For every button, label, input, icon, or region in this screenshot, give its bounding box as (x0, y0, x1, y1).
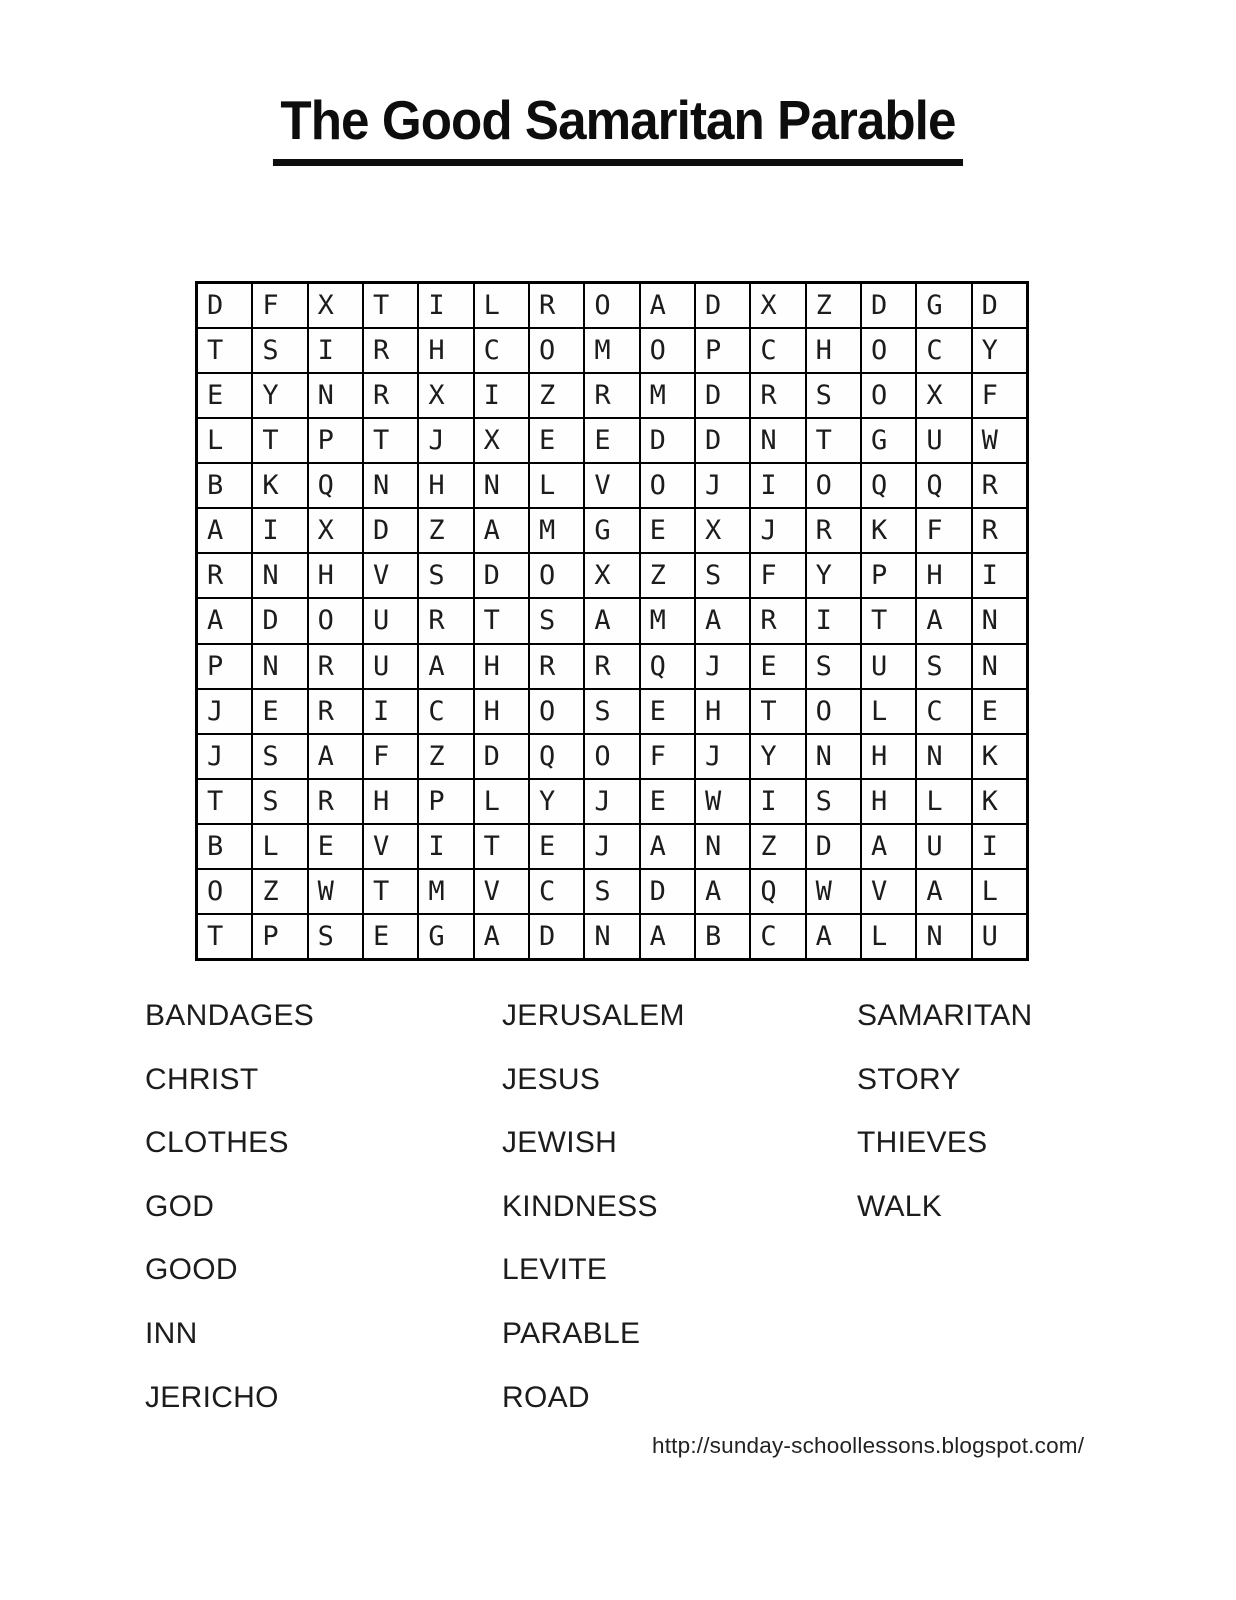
grid-cell: S (695, 553, 750, 598)
grid-cell: X (584, 553, 639, 598)
grid-cell: T (197, 914, 252, 959)
grid-cell: G (418, 914, 473, 959)
grid-cell: R (529, 283, 584, 328)
grid-cell: J (584, 779, 639, 824)
grid-cell: Z (750, 824, 805, 869)
grid-cell: T (197, 779, 252, 824)
grid-cell: Z (418, 734, 473, 779)
grid-cell: E (972, 689, 1027, 734)
word-list-column-3 (857, 984, 1033, 1238)
grid-cell: A (861, 824, 916, 869)
grid-cell: O (529, 328, 584, 373)
grid-cell: N (916, 734, 971, 779)
grid-cell: A (197, 598, 252, 643)
grid-cell: J (418, 418, 473, 463)
grid-cell: D (363, 508, 418, 553)
grid-cell: H (861, 734, 916, 779)
grid-cell: O (584, 734, 639, 779)
grid-cell: E (308, 824, 363, 869)
grid-cell: W (972, 418, 1027, 463)
grid-cell: R (308, 689, 363, 734)
grid-cell: A (806, 914, 861, 959)
grid-cell: O (529, 553, 584, 598)
grid-cell: R (750, 598, 805, 643)
grid-cell: L (972, 869, 1027, 914)
grid-cell: D (695, 283, 750, 328)
grid-cell: B (197, 824, 252, 869)
grid-cell: S (308, 914, 363, 959)
grid-cell: O (806, 689, 861, 734)
grid-cell: C (916, 328, 971, 373)
grid-cell: S (584, 869, 639, 914)
grid-cell: L (197, 418, 252, 463)
grid-cell: E (252, 689, 307, 734)
grid-cell: F (750, 553, 805, 598)
grid-cell: K (972, 779, 1027, 824)
grid-cell: D (640, 869, 695, 914)
grid-cell: E (640, 689, 695, 734)
grid-cell: T (363, 869, 418, 914)
grid-cell: U (363, 598, 418, 643)
grid-cell: H (474, 644, 529, 689)
word-list-item: JERICHO (145, 1380, 279, 1414)
grid-cell: Y (806, 553, 861, 598)
source-url: http://sunday-schoollessons.blogspot.com/ (652, 1433, 1085, 1458)
grid-cell: I (750, 463, 805, 508)
grid-cell: E (529, 824, 584, 869)
grid-cell: U (861, 644, 916, 689)
grid-cell: N (916, 914, 971, 959)
grid-cell: N (972, 598, 1027, 643)
grid-cell: L (529, 463, 584, 508)
grid-cell: S (252, 734, 307, 779)
grid-cell: H (418, 463, 473, 508)
word-list-item: CLOTHES (145, 1126, 289, 1160)
grid-cell: Z (252, 869, 307, 914)
grid-cell: L (916, 779, 971, 824)
grid-cell: I (418, 824, 473, 869)
grid-cell: J (695, 734, 750, 779)
grid-cell: X (695, 508, 750, 553)
word-list-column-2 (502, 984, 685, 1429)
grid-cell: P (252, 914, 307, 959)
grid-cell: F (640, 734, 695, 779)
grid-cell: N (584, 914, 639, 959)
grid-cell: H (695, 689, 750, 734)
page-title (0, 88, 1236, 166)
grid-cell: S (806, 644, 861, 689)
grid-cell: W (308, 869, 363, 914)
grid-cell: X (308, 508, 363, 553)
grid-cell: N (806, 734, 861, 779)
grid-cell: Z (806, 283, 861, 328)
grid-cell: G (861, 418, 916, 463)
grid-cell: D (474, 553, 529, 598)
grid-cell: P (695, 328, 750, 373)
grid-cell: J (197, 689, 252, 734)
grid-cell: P (197, 644, 252, 689)
grid-cell: S (916, 644, 971, 689)
grid-cell: I (806, 598, 861, 643)
grid-cell: M (418, 869, 473, 914)
grid-cell: S (584, 689, 639, 734)
grid-cell: F (916, 508, 971, 553)
grid-cell: X (418, 373, 473, 418)
grid-cell: C (750, 328, 805, 373)
grid-cell: D (806, 824, 861, 869)
grid-cell: Q (640, 644, 695, 689)
word-list-item: ROAD (502, 1380, 590, 1414)
grid-cell: D (529, 914, 584, 959)
grid-cell: P (418, 779, 473, 824)
grid-cell: Y (750, 734, 805, 779)
grid-cell: E (750, 644, 805, 689)
grid-cell: F (972, 373, 1027, 418)
grid-cell: S (252, 779, 307, 824)
grid-cell: R (363, 373, 418, 418)
grid-cell: L (861, 914, 916, 959)
grid-cell: M (529, 508, 584, 553)
grid-cell: U (972, 914, 1027, 959)
grid-cell: I (252, 508, 307, 553)
grid-cell: P (308, 418, 363, 463)
grid-cell: K (252, 463, 307, 508)
grid-cell: O (640, 463, 695, 508)
grid-cell: V (861, 869, 916, 914)
wordsearch-grid (195, 281, 1029, 961)
grid-cell: V (363, 553, 418, 598)
grid-cell: A (640, 824, 695, 869)
grid-cell: F (252, 283, 307, 328)
grid-cell: A (916, 869, 971, 914)
word-list-item: INN (145, 1316, 198, 1350)
grid-cell: N (363, 463, 418, 508)
grid-cell: G (916, 283, 971, 328)
grid-cell: Q (861, 463, 916, 508)
grid-cell: E (363, 914, 418, 959)
grid-cell: I (972, 824, 1027, 869)
grid-cell: D (695, 373, 750, 418)
grid-cell: W (806, 869, 861, 914)
word-list-item: WALK (857, 1189, 943, 1223)
grid-cell: D (474, 734, 529, 779)
grid-cell: I (750, 779, 805, 824)
grid-cell: I (972, 553, 1027, 598)
grid-cell: L (861, 689, 916, 734)
grid-cell: N (972, 644, 1027, 689)
grid-cell: A (640, 914, 695, 959)
word-list-item: JESUS (502, 1062, 601, 1096)
grid-cell: N (308, 373, 363, 418)
grid-cell: O (529, 689, 584, 734)
word-list-item: JEWISH (502, 1126, 618, 1160)
grid-cell: V (584, 463, 639, 508)
word-list-item: KINDNESS (502, 1189, 658, 1223)
grid-cell: M (584, 328, 639, 373)
grid-cell: H (806, 328, 861, 373)
grid-cell: A (695, 869, 750, 914)
grid-cell: G (584, 508, 639, 553)
grid-cell: M (640, 373, 695, 418)
grid-cell: R (806, 508, 861, 553)
grid-cell: S (529, 598, 584, 643)
grid-cell: D (252, 598, 307, 643)
grid-cell: R (972, 463, 1027, 508)
grid-cell: I (308, 328, 363, 373)
grid-cell: B (695, 914, 750, 959)
grid-cell: O (806, 463, 861, 508)
grid-cell: L (252, 824, 307, 869)
grid-cell: R (972, 508, 1027, 553)
grid-cell: C (529, 869, 584, 914)
grid-cell: X (750, 283, 805, 328)
grid-cell: H (916, 553, 971, 598)
grid-cell: C (750, 914, 805, 959)
grid-cell: Q (308, 463, 363, 508)
grid-cell: X (916, 373, 971, 418)
grid-cell: R (584, 373, 639, 418)
grid-cell: A (584, 598, 639, 643)
word-list-column-1 (145, 984, 314, 1429)
grid-cell: O (308, 598, 363, 643)
grid-cell: Z (418, 508, 473, 553)
grid-cell: N (750, 418, 805, 463)
grid-cell: V (363, 824, 418, 869)
grid-cell: J (584, 824, 639, 869)
grid-cell: R (584, 644, 639, 689)
grid-cell: Q (916, 463, 971, 508)
word-list-item: SAMARITAN (857, 999, 1033, 1032)
grid-cell: Y (972, 328, 1027, 373)
grid-cell: O (584, 283, 639, 328)
grid-cell: P (861, 553, 916, 598)
grid-cell: Y (252, 373, 307, 418)
grid-cell: T (861, 598, 916, 643)
grid-cell: X (474, 418, 529, 463)
grid-cell: O (640, 328, 695, 373)
grid-cell: T (806, 418, 861, 463)
grid-cell: J (197, 734, 252, 779)
grid-cell: I (363, 689, 418, 734)
grid-cell: R (308, 644, 363, 689)
grid-cell: O (197, 869, 252, 914)
grid-cell: T (197, 328, 252, 373)
grid-cell: E (640, 508, 695, 553)
grid-cell: N (474, 463, 529, 508)
word-list-item: CHRIST (145, 1062, 259, 1096)
grid-cell: Q (750, 869, 805, 914)
grid-cell: S (418, 553, 473, 598)
grid-cell: A (640, 283, 695, 328)
grid-cell: S (252, 328, 307, 373)
grid-cell: R (363, 328, 418, 373)
grid-cell: T (750, 689, 805, 734)
grid-cell: D (695, 418, 750, 463)
grid-cell: A (197, 508, 252, 553)
grid-cell: D (197, 283, 252, 328)
grid-cell: H (363, 779, 418, 824)
grid-cell: E (197, 373, 252, 418)
grid-cell: C (474, 328, 529, 373)
grid-cell: R (308, 779, 363, 824)
grid-cell: I (474, 373, 529, 418)
grid-cell: O (861, 373, 916, 418)
page-title-text: The Good Samaritan Parable (273, 88, 963, 166)
grid-cell: X (308, 283, 363, 328)
grid-cell: S (806, 373, 861, 418)
grid-cell: I (418, 283, 473, 328)
grid-cell: T (252, 418, 307, 463)
grid-cell: N (252, 553, 307, 598)
grid-cell: Y (529, 779, 584, 824)
grid-cell: J (695, 463, 750, 508)
grid-cell: K (972, 734, 1027, 779)
grid-cell: U (363, 644, 418, 689)
grid-cell: V (474, 869, 529, 914)
word-list-item: BANDAGES (145, 999, 315, 1032)
grid-cell: T (474, 598, 529, 643)
word-list-item: GOOD (145, 1253, 238, 1287)
grid-cell: O (861, 328, 916, 373)
grid-cell: R (750, 373, 805, 418)
grid-cell: C (916, 689, 971, 734)
word-list-item: JERUSALEM (502, 999, 685, 1032)
grid-cell: A (916, 598, 971, 643)
word-list-item: PARABLE (502, 1316, 641, 1350)
grid-cell: T (363, 283, 418, 328)
grid-cell: Q (529, 734, 584, 779)
word-list-item: STORY (857, 1062, 961, 1096)
grid-cell: B (197, 463, 252, 508)
grid-cell: A (474, 508, 529, 553)
grid-cell: E (529, 418, 584, 463)
grid-cell: H (308, 553, 363, 598)
grid-cell: F (363, 734, 418, 779)
grid-cell: J (695, 644, 750, 689)
grid-cell: N (252, 644, 307, 689)
grid-cell: H (474, 689, 529, 734)
grid-cell: H (861, 779, 916, 824)
grid-cell: U (916, 418, 971, 463)
grid-cell: E (584, 418, 639, 463)
word-list-item: LEVITE (502, 1253, 608, 1287)
word-list-item: GOD (145, 1189, 215, 1223)
grid-cell: K (861, 508, 916, 553)
grid-cell: Z (640, 553, 695, 598)
grid-cell: R (197, 553, 252, 598)
grid-cell: S (806, 779, 861, 824)
grid-cell: L (474, 283, 529, 328)
grid-cell: Z (529, 373, 584, 418)
grid-cell: W (695, 779, 750, 824)
grid-cell: C (418, 689, 473, 734)
grid-cell: U (916, 824, 971, 869)
grid-cell: M (640, 598, 695, 643)
word-list-item: THIEVES (857, 1126, 988, 1160)
grid-cell: N (695, 824, 750, 869)
grid-cell: A (418, 644, 473, 689)
grid-cell: J (750, 508, 805, 553)
grid-cell: T (363, 418, 418, 463)
grid-cell: E (640, 779, 695, 824)
grid-cell: A (695, 598, 750, 643)
grid-cell: A (474, 914, 529, 959)
grid-cell: A (308, 734, 363, 779)
grid-cell: R (418, 598, 473, 643)
grid-cell: H (418, 328, 473, 373)
grid-cell: D (640, 418, 695, 463)
grid-cell: D (861, 283, 916, 328)
grid-cell: L (474, 779, 529, 824)
grid-cell: R (529, 644, 584, 689)
grid-cell: T (474, 824, 529, 869)
grid-cell: D (972, 283, 1027, 328)
